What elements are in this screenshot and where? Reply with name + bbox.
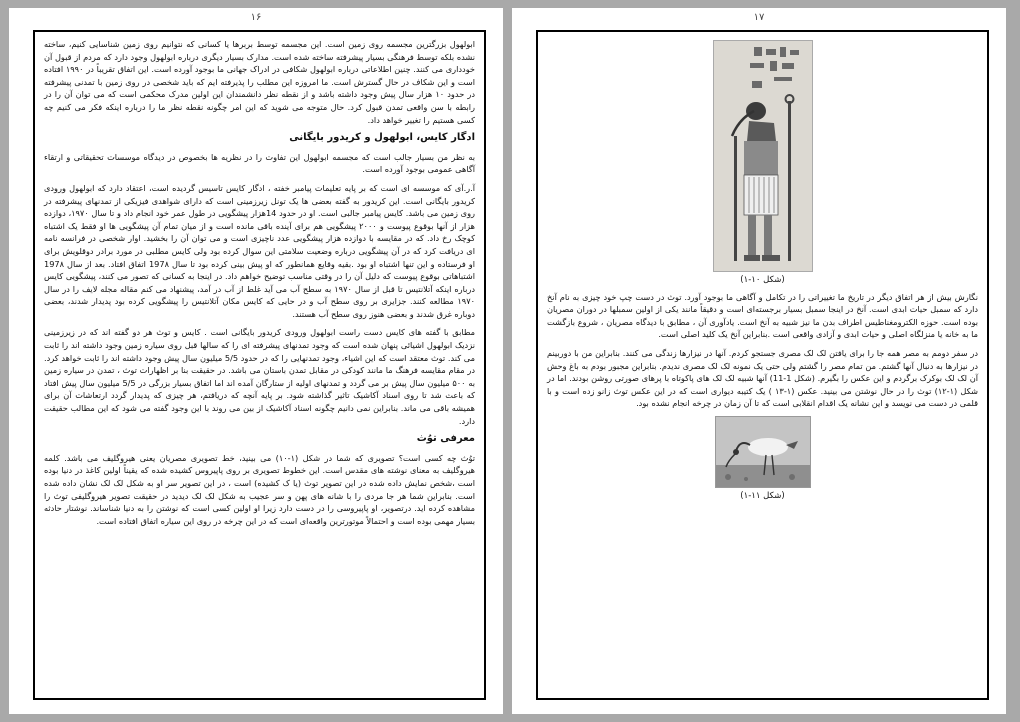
paragraph: به نظر من بسیار جالب است که مجسمه ابولهول این تفاوت را در نظریه ها بخصوص در دیدگاه موسسات تحقیقاتی و ارتقاء آگاهی عمومی بوجود آورده است. — [44, 151, 475, 175]
section-heading: ادگار کایس، ابولهول و کریدور بایگانی — [289, 132, 475, 144]
section-heading: معرفی توُث — [416, 433, 475, 445]
text-column — [35, 32, 484, 527]
text-column — [538, 32, 987, 503]
thoth-hieroglyph-image — [713, 40, 813, 272]
thoth-figure-icon — [714, 41, 812, 271]
left-page — [9, 8, 503, 714]
figure-caption: (شکل ۱۰-۱) — [740, 275, 785, 285]
ibis-bird-icon — [716, 417, 810, 487]
ibis-photo-image — [715, 416, 811, 488]
paragraph: آ.ر.آی که موسسه ای است که بر پایه تعلیمات پیامبر خفته ، ادگار کایس تاسیس گردیده است، اعتقاد دارد که ابولهول ورودی کریدور بایگانی است. این کریدور به گفته بعضی ها یک تونل زیرزمینی است که دارای شواهدی فیزیکی از تمدنهای پیشرفته در روی زمین می باشد. کایس پیامبر جالبی است. او در حدود 14هزار پیشگویی در طول عمر خود انجام داد و تا سال ۱۹۷۰، دوازده هزار از آنها بوقوع پیوست و ۲۰۰۰ پیشگویی هم برای آینده باقی مانده است و از میان تمام آن پیشگویی ها او فقط یک اشتباه کوچک رخ داد. که در مقایسه با دوازده هزار پیشگویی عدد ناچیزی است و می توان آن را بخشید. اوار شخصی در فرانسه نامه ای دریافت کرد که در آن پیشگویی درباره وضعیت سلامتی این سوال کرده بود ولی کایس مطلبی در مورد برادر دوقلویش برای او فرستاده و این تنها اشتباه او بود .بقیه وقایع همانطور که او پیش بینی کرده بود تا سال 197۸ اتفاق افتاد. بعد از سال 197۸ اشتباهاتی بوقوع پیوست که دلیل آن را در وقتی مناسب توضیح خواهم داد. در اینجا به کسانی که تصور می کنند، پیشگویی کایس درباره اینکه آتلانتیس تا قبل از سال ۱۹۷۰ به سطح آب می آید غلط از آب در آمد، پیشنهاد می کنم مقاله مجله لایف را در سال ۱۹۷۰ مطالعه کنند. جزایری بر روی سطح آب و در حایی که کایس مکان آتلانتیس را پیشگویی کرده بود پدیدار شدند، بعضی دوباره غرق شدند و بعضی هنوز روی سطح آب هستند. — [44, 182, 475, 319]
paragraph: در سفر دومم به مصر همه جا را برای یافتن لک لک مصری جستجو کردم. آنها در نیزارها زندگی می کنند. بنابراین من با دوربینم در نیزارها به دنبال آنها گشتم. من تمام مصر را گشتم ولی حتی یک نمونه لک لک مصری ندیدم. بنابراین مجبور بودم به باغ وحش آن لک لک بوکرک برگردم و این عکس را بگیرم. (شکل 1-11) آنها شبیه لک لک های پاکوتاه با پرهای صورتی روشن بودند. اما در شکل (۱-۱۲) توث را در حال نوشتن می بینید. عکس (۱-۱۳ ) یک کتیبه دیواری است که در این عکس توث زانو زده است و با قلمی در دست می نویسد و این نشانه یک اقدام انقلابی است که تا آن زمان در چرخه انجام نشده بود. — [547, 347, 978, 409]
page-number: ۱۷ — [753, 12, 765, 23]
paragraph: ابولهول بزرگترین مجسمه روی زمین است. این مجسمه توسط بربرها یا کسانی که نتوانیم روی زمین شناسایی کنیم، ساخته نشده بلکه توسط فرهنگی بسیار پیشرفته ساخته شده است. مدارک بسیار دیگری درباره ابولهول وجود دارد که مردم از قبول آن خودداری می کنند. چنین اطلاعاتی درباره ابولهول شکافی در ادراک جهانی ما بوجود آورده است. این اتفاق تقریباً در ۱۹۹۰ افتاده است و این شکاف در حال گسترش است. ما امروزه این مطلب را پذیرفته ایم که باید شخصی در روی زمین با تمدنی پیشرفته در حدود ۱۰ هزار سال پیش وجود داشته باشد و از نقطه نظر دانشمندان این اولین مدرک محکمی است که می توان آن را در رابطه با سن واقعی تمدن قبول کرد. حال متوجه می شوید که این امر چگونه نقطه نظر ما را درباره اینکه فکر می کنیم چه کسی هستیم را تغییر خواهد داد. — [44, 39, 475, 125]
right-page — [512, 8, 1006, 714]
figure-caption: (شکل ۱۱-۱) — [740, 490, 785, 501]
text-frame — [536, 30, 989, 700]
paragraph: مطابق با گفته های کایس دست راست ابولهول ورودی کریدور بایگانی است . کایس و توث هر دو گفته اند که در زیرزمینی نزدیک ابولهول اشیائی پنهان شده است که وجود تمدنهای پیشرفته ای را که سالها قبل روی سیاره زمین وجود داشته اند را ثابت می کند. توث معتقد است که این اشیاء، وجود تمدنهایی را که در حدود 5/5 میلیون سال پیش وجود داشته اند را ثابت خواهد کرد. در مقام مقایسه فرهنگ ما مانند کودکی در مقابل تمدن باستان می باشد. در حقیقت بنا بر اظهارات توث ، تمدن در سیاره زمین به ۵۰۰ میلیون سال پیش بر می گردد و تمدنهای اولیه از ستارگان آمده اند اما اتفاق بسیار بزرگی در 5/5 میلیون سال پیش افتاد که باعث شد تا روی اسناد آکاشیک تاثیر گذاشته شود. بر پایه آنچه که دریافتم، هر چیزی که پدیدار گردد ارتعاشات آن برای همیشه باقی می ماند. بنابراین نمی دانیم چگونه اسناد آکاشیک از بین می روند با این وجود گفته می شود که این مطالب حقیقت دارد. — [44, 327, 475, 426]
text-frame — [33, 30, 486, 700]
paragraph: نگارش بیش از هر اتفاق دیگر در تاریخ ما تغییراتی را در تکامل و آگاهی ما بوجود آورد. توث در دست چپ خود چیزی به نام آنخ دارد که سمبل حیات ابدی است. آنخ در اینجا سمبل بسیار برجسته‌ای است و دقیقاً مانند یکی از اولین سمبلها در دوران مصریان بوده است. حوزه الکترومغناطیس اطراف بدن ما نیز شبیه به آنخ است. یادآوری آن ، مطابق با دیدگاه مصریان ، شروع بازگشت ما به خانه یا منزلگاه اصلی و حیات ابدی و آزادی واقعی است .بنابراین آنخ یک کلید اصلی است. — [547, 291, 978, 340]
page-number: ۱۶ — [250, 12, 262, 23]
paragraph: توُث چه کسی است؟ تصویری که شما در شکل (۱-۱۰) می بینید، خط تصویری مصریان یعنی هیروگلیف می باشد. کلمه هیروگلیف به معنای نوشته های مقدس است. این خطوط تصویری بر روی پاپیروس کشیده شده که یقیناً اولین کاغذ در دنیا بوده است ،شخص نمایش داده شده در این تصویر توث (یا ک کشیده) است ، در این تصویر سر او به شکل لک لک نشان داده شده است. بنابراین شما هر جا مردی را با شانه های پهن و سر عجیب به شکل لک لک دیدید در حقیقت تصویر هیروگلیفی توث را مشاهده کرده اید. درتصویر، او پاپیروسی را در دست دارد زیرا او اولین کسی است که نوشتن را به دنیا شناساند. نوشتار حادثه بسیار مهمی بوده است و احتمالاً موتورترین واقعه‌ای است که در این چرخه در روی این سیاره اتفاق افتاده است. — [44, 452, 475, 526]
